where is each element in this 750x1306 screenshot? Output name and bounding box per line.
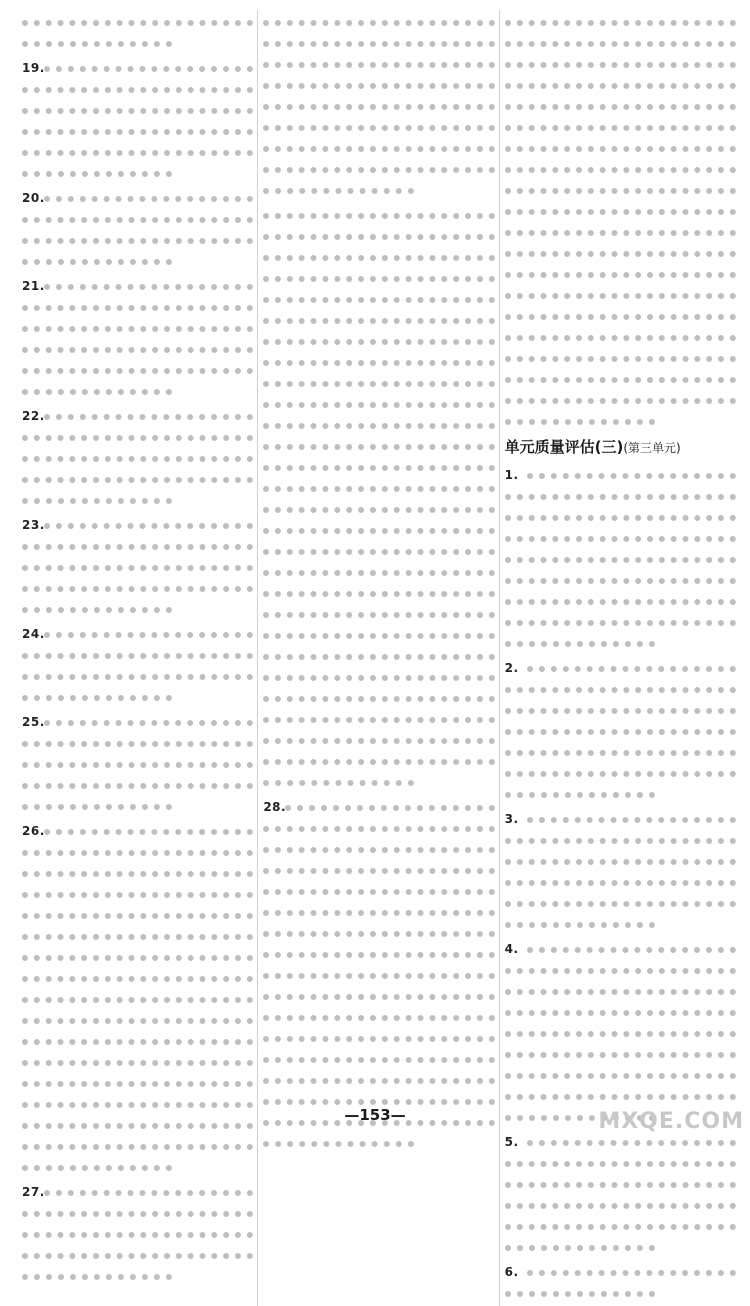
- text-line: [22, 249, 253, 270]
- question-number: 24.: [22, 624, 45, 645]
- text-line: [22, 576, 253, 597]
- answer-entry: [263, 10, 494, 199]
- text-line: [22, 186, 253, 207]
- answer-entry: [22, 622, 253, 706]
- text-line: [263, 1026, 494, 1047]
- answer-text: [22, 1180, 253, 1285]
- text-line: [505, 115, 736, 136]
- text-line: [505, 979, 736, 1000]
- text-line: [505, 1235, 736, 1256]
- text-line: [505, 547, 736, 568]
- text-line: [505, 891, 736, 912]
- answer-entry: [22, 1180, 253, 1285]
- answer-text: [22, 186, 253, 270]
- text-line: [22, 1222, 253, 1243]
- text-line: [505, 178, 736, 199]
- text-line: [505, 610, 736, 631]
- text-line: [263, 266, 494, 287]
- text-line: [22, 316, 253, 337]
- text-line: [22, 295, 253, 316]
- text-line: [263, 157, 494, 178]
- text-line: [22, 1071, 253, 1092]
- text-line: [22, 664, 253, 685]
- answer-text: [22, 513, 253, 618]
- text-line: [505, 912, 736, 933]
- answer-text: [505, 1130, 736, 1256]
- section-subtitle: (第三单元): [623, 441, 681, 455]
- text-line: [263, 455, 494, 476]
- answer-text: [22, 710, 253, 815]
- answer-text: [263, 203, 494, 791]
- watermark-logo: MXQE.COM: [598, 1109, 744, 1134]
- answer-text: [22, 274, 253, 400]
- text-line: [22, 840, 253, 861]
- question-number: 1.: [505, 465, 519, 486]
- answer-text: [505, 463, 736, 652]
- text-line: [263, 749, 494, 770]
- text-line: [263, 1131, 494, 1152]
- text-line: [263, 308, 494, 329]
- text-line: [505, 199, 736, 220]
- text-line: [22, 1008, 253, 1029]
- text-line: [505, 937, 736, 958]
- text-line: [22, 56, 253, 77]
- text-line: [505, 157, 736, 178]
- text-line: [505, 409, 736, 430]
- text-line: [22, 1243, 253, 1264]
- text-line: [263, 10, 494, 31]
- text-line: [263, 73, 494, 94]
- text-line: [22, 924, 253, 945]
- text-line: [505, 1151, 736, 1172]
- text-line: [263, 476, 494, 497]
- text-line: [22, 140, 253, 161]
- text-line: [263, 602, 494, 623]
- question-number: 6.: [505, 1262, 519, 1283]
- text-line: [505, 52, 736, 73]
- text-line: [505, 367, 736, 388]
- question-number: 4.: [505, 939, 519, 960]
- answer-entry: [505, 463, 736, 652]
- text-line: [505, 568, 736, 589]
- text-line: [263, 665, 494, 686]
- text-line: [505, 136, 736, 157]
- text-line: [505, 241, 736, 262]
- text-line: [22, 274, 253, 295]
- answer-text: [263, 795, 494, 1152]
- question-number: 22.: [22, 406, 45, 427]
- text-line: [22, 379, 253, 400]
- text-line: [263, 518, 494, 539]
- text-line: [505, 220, 736, 241]
- text-line: [263, 413, 494, 434]
- answer-entry: [22, 186, 253, 270]
- text-line: [263, 434, 494, 455]
- text-line: [22, 98, 253, 119]
- answer-entry: [22, 10, 253, 52]
- text-line: [263, 942, 494, 963]
- text-line: [22, 446, 253, 467]
- text-line: [22, 1134, 253, 1155]
- question-number: 26.: [22, 821, 45, 842]
- answer-text: [505, 937, 736, 1126]
- text-line: [263, 94, 494, 115]
- answer-text: [22, 10, 253, 52]
- text-line: [22, 534, 253, 555]
- answer-text: [22, 56, 253, 182]
- text-line: [22, 404, 253, 425]
- answer-entry: [22, 274, 253, 400]
- text-line: [22, 425, 253, 446]
- text-line: [22, 1155, 253, 1176]
- question-number: 28.: [263, 797, 286, 818]
- answer-entry: [505, 937, 736, 1126]
- text-line: [505, 31, 736, 52]
- text-line: [263, 858, 494, 879]
- question-number: 19.: [22, 58, 45, 79]
- text-line: [22, 1050, 253, 1071]
- text-line: [22, 77, 253, 98]
- answer-entry: [505, 656, 736, 803]
- text-line: [505, 1084, 736, 1105]
- answer-entry: [263, 795, 494, 1152]
- section-title: [505, 436, 736, 457]
- text-line: [22, 882, 253, 903]
- text-line: [505, 719, 736, 740]
- text-line: [505, 1260, 736, 1281]
- answer-entry: [505, 10, 736, 430]
- text-line: [263, 879, 494, 900]
- answer-entry: [22, 56, 253, 182]
- text-line: [263, 224, 494, 245]
- text-line: [505, 1193, 736, 1214]
- text-line: [505, 484, 736, 505]
- text-line: [263, 623, 494, 644]
- text-line: [505, 94, 736, 115]
- answer-text: [263, 10, 494, 199]
- text-line: [22, 358, 253, 379]
- text-line: [22, 861, 253, 882]
- text-line: [22, 10, 253, 31]
- text-line: [22, 643, 253, 664]
- text-line: [505, 631, 736, 652]
- answer-text: [505, 10, 736, 430]
- text-line: [505, 698, 736, 719]
- answer-text: [505, 656, 736, 803]
- text-line: [22, 597, 253, 618]
- text-line: [263, 31, 494, 52]
- question-number: 25.: [22, 712, 45, 733]
- text-line: [505, 388, 736, 409]
- text-line: [22, 1264, 253, 1285]
- text-line: [22, 752, 253, 773]
- text-line: [22, 773, 253, 794]
- text-line: [22, 966, 253, 987]
- question-number: 20.: [22, 188, 45, 209]
- text-line: [505, 1000, 736, 1021]
- text-line: [263, 245, 494, 266]
- answer-text: [505, 807, 736, 933]
- text-line: [22, 731, 253, 752]
- text-line: [22, 228, 253, 249]
- text-line: [505, 1063, 736, 1084]
- text-line: [22, 622, 253, 643]
- text-line: [505, 656, 736, 677]
- question-number: 27.: [22, 1182, 45, 1203]
- text-line: [22, 685, 253, 706]
- text-line: [263, 287, 494, 308]
- text-line: [505, 782, 736, 803]
- text-line: [263, 52, 494, 73]
- text-line: [22, 161, 253, 182]
- text-line: [263, 581, 494, 602]
- text-line: [505, 1042, 736, 1063]
- text-line: [263, 816, 494, 837]
- text-line: [263, 392, 494, 413]
- text-line: [22, 794, 253, 815]
- text-line: [263, 963, 494, 984]
- text-line: [263, 984, 494, 1005]
- text-line: [505, 325, 736, 346]
- text-line: [263, 136, 494, 157]
- text-line: [22, 207, 253, 228]
- text-line: [263, 728, 494, 749]
- text-line: [263, 707, 494, 728]
- text-line: [22, 987, 253, 1008]
- answer-text: [22, 622, 253, 706]
- text-line: [263, 1047, 494, 1068]
- answer-text: [505, 1260, 736, 1302]
- question-number: 21.: [22, 276, 45, 297]
- text-line: [505, 589, 736, 610]
- answer-entry: [505, 807, 736, 933]
- text-line: [505, 1281, 736, 1302]
- text-line: [505, 677, 736, 698]
- answer-text: [22, 404, 253, 509]
- text-line: [22, 31, 253, 52]
- text-line: [263, 329, 494, 350]
- text-line: [505, 10, 736, 31]
- text-line: [505, 807, 736, 828]
- text-line: [263, 1005, 494, 1026]
- question-number: 3.: [505, 809, 519, 830]
- text-line: [505, 304, 736, 325]
- text-line: [263, 115, 494, 136]
- text-line: [505, 262, 736, 283]
- text-line: [22, 337, 253, 358]
- text-line: [505, 526, 736, 547]
- text-line: [263, 539, 494, 560]
- text-line: [505, 740, 736, 761]
- text-line: [263, 770, 494, 791]
- text-line: [505, 346, 736, 367]
- text-line: [22, 555, 253, 576]
- text-line: [263, 644, 494, 665]
- text-line: [505, 1214, 736, 1235]
- section-title-text: 单元质量评估(三): [504, 438, 624, 456]
- text-line: [505, 870, 736, 891]
- text-line: [263, 900, 494, 921]
- text-line: [22, 1180, 253, 1201]
- text-line: [22, 819, 253, 840]
- text-line: [263, 178, 494, 199]
- text-line: [22, 467, 253, 488]
- text-line: [22, 119, 253, 140]
- text-line: [263, 203, 494, 224]
- text-line: [505, 849, 736, 870]
- answer-entry: [505, 1260, 736, 1302]
- question-number: 2.: [505, 658, 519, 679]
- text-line: [22, 1029, 253, 1050]
- text-line: [505, 1021, 736, 1042]
- text-line: [263, 497, 494, 518]
- text-line: [263, 350, 494, 371]
- page-number: —153—: [344, 1106, 406, 1124]
- text-line: [263, 686, 494, 707]
- text-line: [263, 921, 494, 942]
- text-line: [505, 73, 736, 94]
- text-line: [505, 1172, 736, 1193]
- answer-entry: [22, 513, 253, 618]
- text-line: [263, 837, 494, 858]
- text-line: [263, 795, 494, 816]
- text-line: [505, 828, 736, 849]
- text-line: [505, 761, 736, 782]
- text-line: [505, 283, 736, 304]
- text-line: [22, 513, 253, 534]
- answer-entry: [22, 404, 253, 509]
- text-line: [505, 958, 736, 979]
- text-line: [22, 903, 253, 924]
- text-line: [505, 463, 736, 484]
- text-line: [263, 560, 494, 581]
- text-line: [505, 505, 736, 526]
- question-number: 23.: [22, 515, 45, 536]
- answer-entry: [22, 710, 253, 815]
- answer-entry: [505, 1130, 736, 1256]
- text-line: [263, 371, 494, 392]
- text-line: [22, 1201, 253, 1222]
- answer-entry: [263, 203, 494, 791]
- question-number: 5.: [505, 1132, 519, 1153]
- text-line: [22, 945, 253, 966]
- text-line: [263, 1068, 494, 1089]
- text-line: [22, 488, 253, 509]
- text-line: [22, 710, 253, 731]
